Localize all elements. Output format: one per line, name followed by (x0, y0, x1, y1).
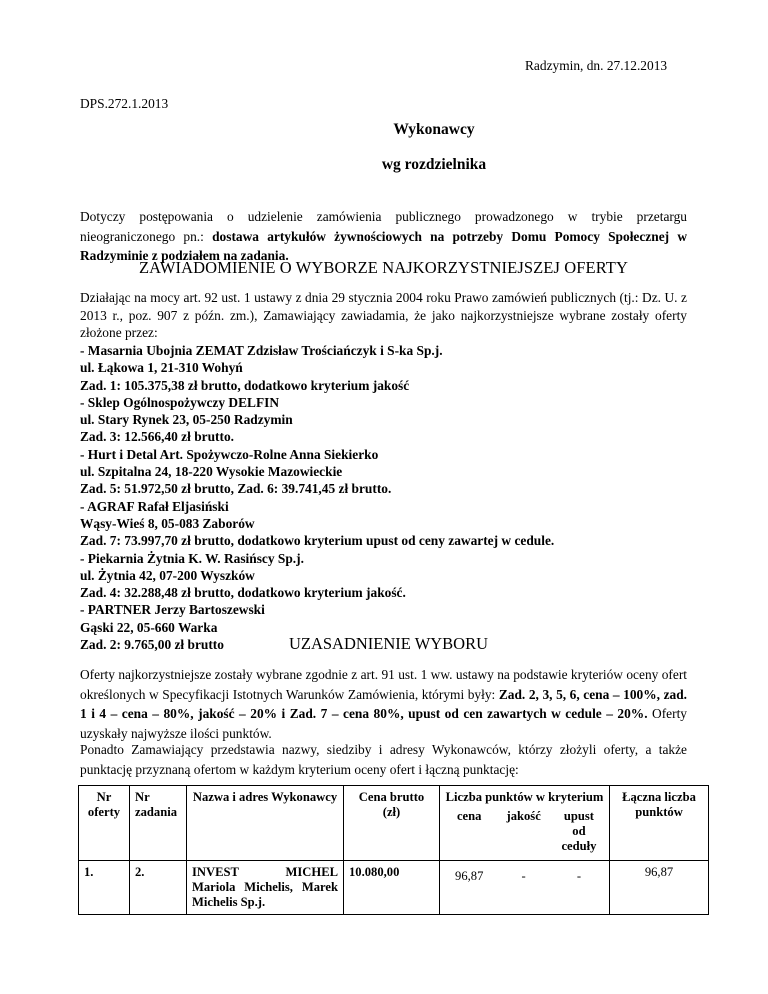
scoring-table (78, 785, 709, 915)
header-laczna: Łączna liczba punktów (610, 786, 709, 861)
subject-title: dostawa artykułów żywnościowych na potrzeby Domu Pomocy Społecznej w Radzyminie z podziałem na zadania. (80, 228, 687, 263)
justification-prefix: Oferty najkorzystniejsze zostały wybrane zgodnie z art. 91 ust. 1 ww. ustawy na podstawie kryteriów oceny ofert określonych w Specyfikacji Istotnych Warunków Zamówienia, którymi były: (80, 667, 687, 702)
offer-line: Wąsy-Wieś 8, 05-083 Zaborów (80, 515, 255, 531)
justification-paragraph (80, 665, 687, 743)
offer-line: ul. Żytnia 42, 07-200 Wyszków (80, 567, 255, 583)
offer-line: Gąski 22, 05-660 Warka (80, 619, 218, 635)
reference-number: DPS.272.1.2013 (80, 96, 169, 111)
criteria-values (442, 865, 607, 888)
offer-line: - Masarnia Ubojnia ZEMAT Zdzisław Trościańczyk i S-ka Sp.j. (80, 343, 443, 358)
offer-line: ul. Stary Rynek 23, 05-250 Radzymin (80, 412, 293, 428)
header-nr-zadania: Nr zadania (130, 786, 187, 861)
header-upust: upust od ceduły (561, 809, 597, 853)
cell-cena-brutto: 10.080,00 (344, 861, 440, 915)
notice-heading: ZAWIADOMIENIE O WYBORZE NAJKORZYSTNIEJSZEJ OFERTY (139, 258, 628, 277)
criteria-subheader (442, 805, 607, 858)
offer-line: Zad. 1: 105.375,38 zł brutto, dodatkowo kryterium jakość (80, 377, 410, 393)
table-row (79, 861, 709, 915)
header-nr-oferty: Nr oferty (79, 786, 130, 861)
place-and-date: Radzymin, dn. 27.12.2013 (525, 58, 668, 73)
cell-wykonawca: INVEST MICHEL Mariola Michelis, Marek Michelis Sp.j. (187, 861, 344, 915)
notice-intro: Działając na mocy art. 92 ust. 1 ustawy z dnia 29 stycznia 2004 roku Prawo zamówień publicznych (tj.: Dz. U. z 2013 r., poz. 907 z późn. zm.), Zamawiający zawiadamia, że jako najkorzystniejsze wybrane zostały oferty złożone przez: (80, 290, 687, 341)
selected-offers-list (80, 342, 687, 653)
header-cena-brutto: Cena brutto (zł) (344, 786, 440, 861)
table-header-row (79, 786, 709, 861)
offer-line: Zad. 7: 73.997,70 zł brutto, dodatkowo kryterium upust od ceny zawartej w cedule. (80, 533, 555, 549)
offer-line: ul. Szpitalna 24, 18-220 Wysokie Mazowieckie (80, 464, 343, 480)
header-punkty (440, 786, 610, 861)
offer-line: - Hurt i Detal Art. Spożywczo-Rolne Anna Siekierko (80, 446, 379, 462)
offer-line: Zad. 5: 51.972,50 zł brutto, Zad. 6: 39.741,45 zł brutto. (80, 481, 392, 497)
cell-punkty (440, 861, 610, 915)
justification-criteria: Zad. 2, 3, 5, 6, cena – 100%, zad. 1 i 4 – cena – 80%, jakość – 20% i Zad. 7 – cena 80%, upust od cen zawartych w cedule – 20%. (80, 686, 687, 721)
scoring-intro-paragraph: Ponadto Zamawiający przedstawia nazwy, siedziby i adresy Wykonawców, którzy złożyli oferty, a także punktację przyznaną ofertom w każdym kryterium oceny ofert i łączną punktację: (80, 742, 687, 777)
offer-line: ul. Łąkowa 1, 21-310 Wohyń (80, 360, 243, 376)
offer-line: - PARTNER Jerzy Bartoszewski (80, 602, 265, 618)
addressee-line-2: wg rozdzielnika (381, 156, 487, 173)
addressee-line-1: Wykonawcy (393, 121, 475, 138)
offer-line: - Sklep Ogólnospożywczy DELFIN (80, 394, 280, 410)
offer-line: Zad. 3: 12.566,40 zł brutto. (80, 429, 234, 445)
subject-paragraph (80, 207, 687, 266)
cell-upust: - (576, 869, 582, 883)
offer-line: - Piekarnia Żytnia K. W. Rasińscy Sp.j. (80, 550, 304, 566)
cell-jakosc: - (521, 869, 526, 883)
header-wykonawca: Nazwa i adres Wykonawcy (187, 786, 344, 861)
header-cena: cena (456, 809, 482, 823)
offer-line: - AGRAF Rafał Eljasiński (80, 498, 229, 514)
subject-prefix: Dotyczy postępowania o udzielenie zamówienia publicznego prowadzonego w trybie przetargu nieograniczonego pn.: (80, 209, 687, 244)
offer-line: Zad. 4: 32.288,48 zł brutto, dodatkowo kryterium jakość. (80, 585, 406, 601)
justification-heading: UZASADNIENIE WYBORU (288, 634, 489, 653)
cell-laczna: 96,87 (610, 861, 709, 915)
cell-nr-oferty: 1. (79, 861, 130, 915)
header-jakosc: jakość (506, 809, 541, 823)
cell-cena: 96,87 (455, 869, 484, 883)
cell-nr-zadania: 2. (130, 861, 187, 915)
header-punkty-label: Liczba punktów w kryterium (445, 790, 604, 804)
justification-suffix: Oferty uzyskały najwyższe ilości punktów. (80, 706, 688, 741)
offer-line: Zad. 2: 9.765,00 zł brutto (80, 637, 224, 653)
